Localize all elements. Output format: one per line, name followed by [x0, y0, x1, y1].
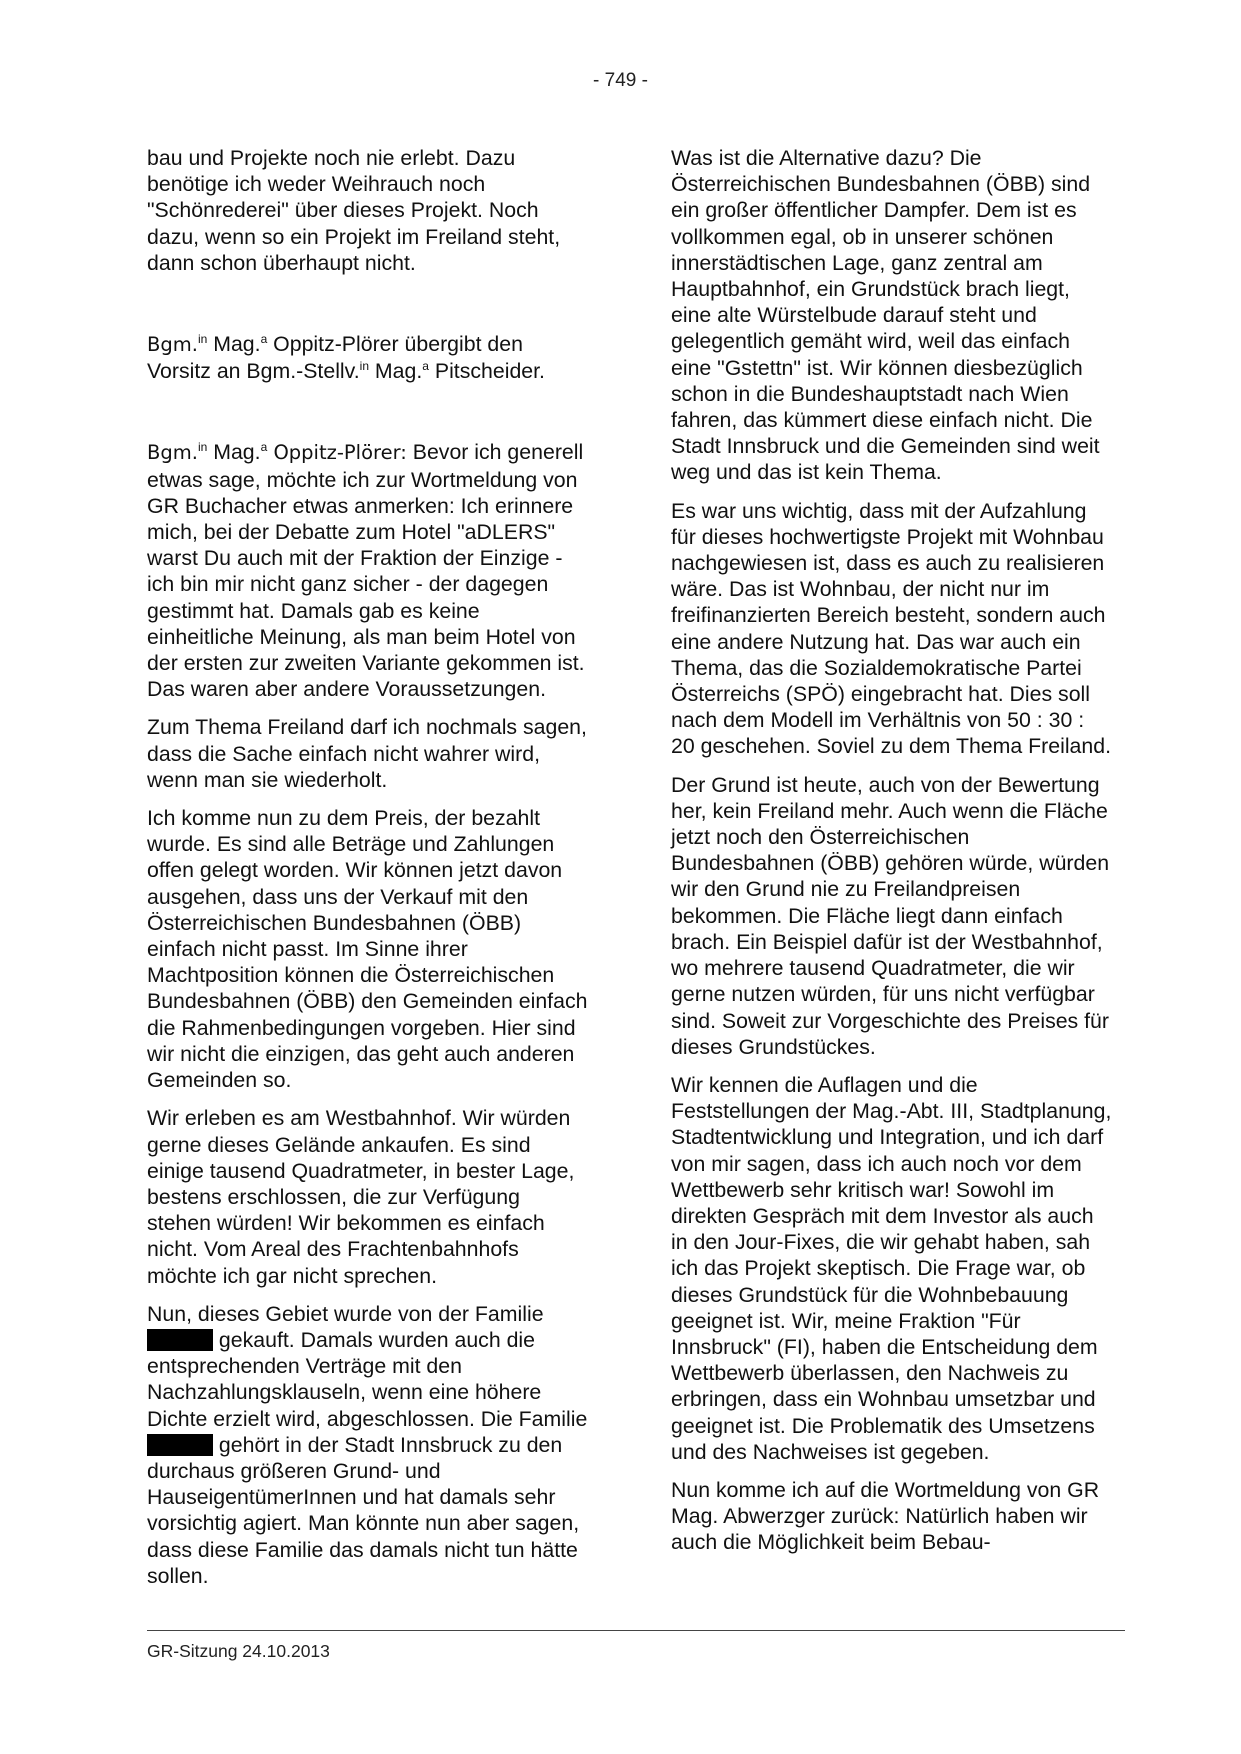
page-number: - 749 - [593, 70, 648, 91]
footer-session-date: GR-Sitzung 24.10.2013 [147, 1641, 330, 1661]
text-run: Nun, dieses Gebiet wurde von der Familie [147, 1301, 544, 1326]
superscript: in [359, 359, 369, 374]
paragraph: Wir kennen die Auflagen und die Feststellungen der Mag.-Abt. III, Stadtplanung, Stadtentwicklung und Integration, und ich darf von mir sagen, dass ich auch noch vor dem Wettbewerb sehr kritisch war! Sowohl im direkten Gespräch mit dem Investor als auch in den Jour-Fixes, die wir gehabt haben, sah ich das Projekt skeptisch. Die Frage war, ob dieses Grundstück für die Wohnbebauung geeignet ist. Wir, meine Fraktion "Für Innsbruck" (FI), haben die Entscheidung dem Wettbewerb überlassen, den Nachweis zu erbringen, dass ein Wohnbau umsetzbar und geeignet ist. Die Problematik des Umsetzens und des Nachweises ist gegeben. [671, 1072, 1112, 1464]
text-run: Mag. [207, 440, 261, 465]
text-run: Mag. [207, 332, 261, 357]
paragraph [147, 1301, 589, 1589]
footer-divider [147, 1630, 1125, 1631]
paragraph: bau und Projekte noch nie erlebt. Dazu benötige ich weder Weihrauch noch "Schönrederei" über dieses Projekt. Noch dazu, wenn so ein Projekt im Freiland steht, dann schon überhaupt nicht. [147, 146, 561, 275]
text-run: Bevor ich generell etwas sage, möchte ich zur Wortmeldung von GR Buchacher etwas anmerken: Ich erinnere mich, bei der Debatte zum Hotel "aDLERS" warst Du auch mit der Fraktion der Einzige - ich bin mir nicht ganz sicher - der dagegen gestimmt hat. Damals gab es keine einheitliche Meinung, als man beim Hotel von der ersten zur zweiten Variante gekommen ist. Das waren aber andere Voraussetzungen. [147, 440, 585, 702]
paragraph: Zum Thema Freiland darf ich nochmals sagen, dass die Sache einfach nicht wahrer wird, wenn man sie wiederholt. [147, 715, 587, 792]
speaker-title: Bgm. [147, 333, 198, 357]
speaker-name: Oppitz-Plörer [267, 332, 399, 357]
paragraph: Nun komme ich auf die Wortmeldung von GR Mag. Abwerzger zurück: Natürlich haben wir auch die Möglichkeit beim Bebau- [671, 1477, 1100, 1555]
right-column [671, 145, 1113, 1568]
speaker-name: Oppitz-Plörer: [267, 441, 407, 465]
text-run: gehört in der Stadt Innsbruck zu den durchaus größeren Grund- und HauseigentümerInnen und hat damals sehr vorsichtig agiert. Man könnte nun aber sagen, dass diese Familie das damals nicht tun hätte sollen. [147, 1432, 580, 1588]
redacted-name-block [147, 1329, 213, 1351]
superscript: a [260, 331, 268, 346]
redacted-name-block [147, 1434, 213, 1456]
paragraph: Ich komme nun zu dem Preis, der bezahlt wurde. Es sind alle Beträge und Zahlungen offen gelegt worden. Wir können jetzt davon ausgehen, dass uns der Verkauf mit den Österreichischen Bundesbahnen (ÖBB) einfach nicht passt. Im Sinne ihrer Machtposition können die Österreichischen Bundesbahnen (ÖBB) den Gemeinden einfach die Rahmenbedingungen vorgeben. Hier sind wir nicht die einzigen, das geht auch anderen Gemeinden so. [147, 806, 588, 1093]
text-run: Mag. [369, 359, 423, 384]
superscript: a [422, 359, 429, 374]
text-run: übergibt den Vorsitz an Bgm.-Stellv. [147, 332, 523, 384]
paragraph: Was ist die Alternative dazu? Die Österreichischen Bundesbahnen (ÖBB) sind ein großer öffentlicher Dampfer. Dem ist es vollkommen egal, ob in unserer schönen innerstädtischen Lage, ganz zentral am Hauptbahnhof, ein Grundstück brach liegt, eine alte Würstelbude darauf steht und gelegentlich gemäht wird, weil das einfach eine "Gstettn" ist. Wir können diesbezüglich schon in die Bundeshauptstadt nach Wien fahren, das kümmert diese einfach nicht. Die Stadt Innsbruck und die Gemeinden sind weit weg und das ist kein Thema. [671, 146, 1100, 485]
superscript: a [260, 440, 268, 455]
superscript: in [197, 331, 208, 346]
paragraph: Wir erleben es am Westbahnhof. Wir würden gerne dieses Gelände ankaufen. Es sind einige tausend Quadratmeter, in bester Lage, bestens erschlossen, die zur Verfügung stehen würden! Wir bekommen es einfach nicht. Vom Areal des Frachtenbahnhofs möchte ich gar nicht sprechen. [147, 1106, 575, 1288]
chair-transfer-note [147, 331, 589, 384]
speaker-title: Bgm. [147, 441, 198, 465]
text-run: gekauft. Damals wurden auch die entsprechenden Verträge mit den Nachzahlungsklauseln, wenn eine höhere Dichte erzielt wird, abgeschlossen. Die Familie [147, 1327, 588, 1431]
paragraph: Der Grund ist heute, auch von der Bewertung her, kein Freiland mehr. Auch wenn die Fläche jetzt noch den Österreichischen Bundesbahnen (ÖBB) gehören würde, würden wir den Grund nie zu Freilandpreisen bekommen. Die Fläche liegt dann einfach brach. Ein Beispiel dafür ist der Westbahnhof, wo mehrere tausend Quadratmeter, die wir gerne nutzen würden, für uns nicht verfügbar sind. Soweit zur Vorgeschichte des Preises für dieses Grundstückes. [671, 772, 1110, 1059]
speech-paragraph [147, 439, 589, 702]
superscript: in [197, 440, 208, 455]
left-column [147, 145, 589, 1601]
text-run: Pitscheider. [428, 359, 545, 384]
paragraph: Es war uns wichtig, dass mit der Aufzahlung für dieses hochwertigste Projekt mit Wohnbau nachgewiesen ist, dass es auch zu realisieren wäre. Das ist Wohnbau, der nicht nur im freifinanzierten Bereich besteht, sondern auch eine andere Nutzung hat. Das war auch ein Thema, das die Sozialdemokratische Partei Österreichs (SPÖ) eingebracht hat. Dies soll nach dem Modell im Verhältnis von 50 : 30 : 20 geschehen. Soviel zu dem Thema Freiland. [671, 498, 1111, 759]
